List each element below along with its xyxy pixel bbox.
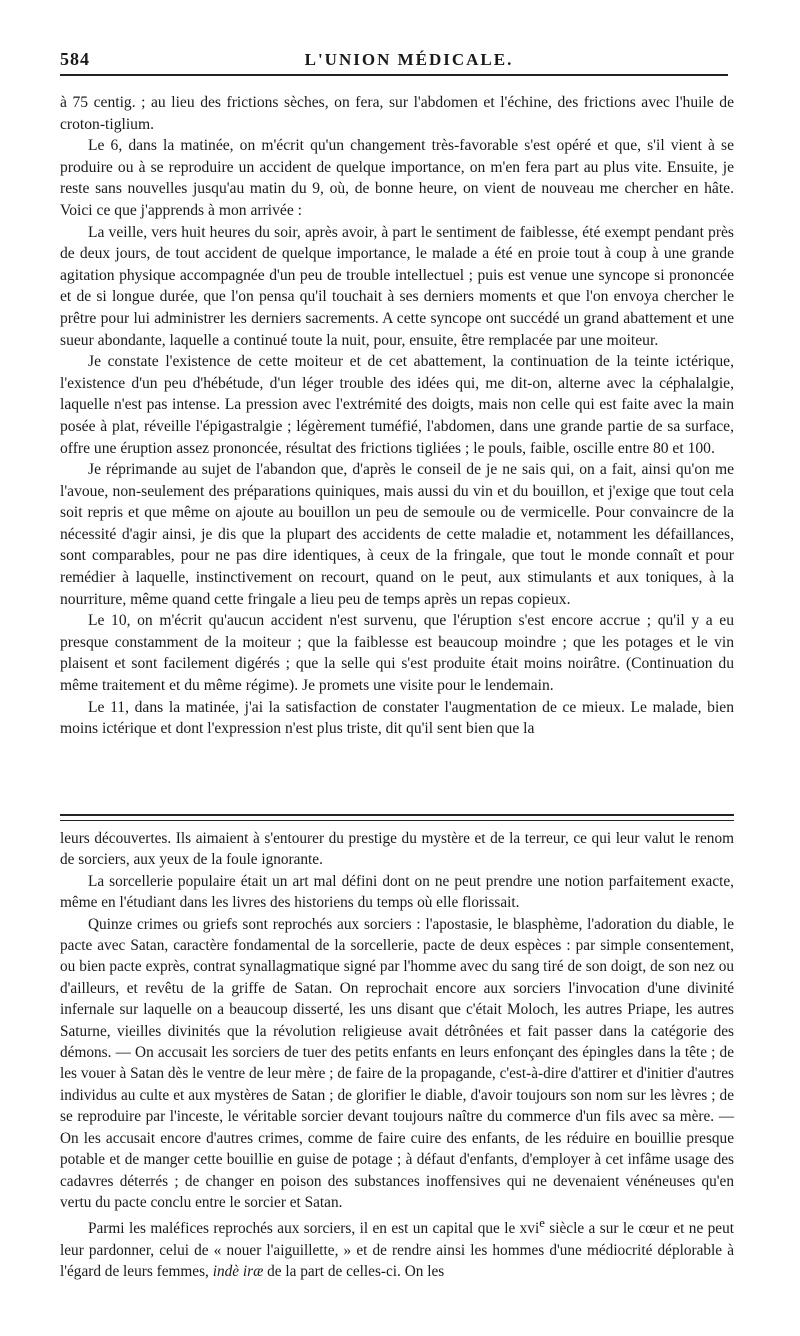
paragraph: Le 6, dans la matinée, on m'écrit qu'un changement très-favorable s'est opéré et que, s'il vient à se produire ou à se reproduire un accident de quelque importance, on m'en fera part au plus vite. Ensuite, je reste sans nouvelles jusqu'au matin du 9, où, de bonne heure, on vient de nouveau me chercher en hâte. Voici ce que j'apprends à mon arrivée : bbox=[60, 137, 734, 219]
paragraph: Le 11, dans la matinée, j'ai la satisfaction de constater l'augmentation de ce mieux. Le malade, bien moins ictérique et dont l'expression n'est plus triste, dit qu'il sent bien que la bbox=[60, 698, 734, 738]
paragraph: Le 10, on m'écrit qu'aucun accident n'est survenu, que l'éruption s'est encore accrue ; qu'il y a eu presque constamment de la moiteur ; que la faiblesse est beaucoup moindre ; que les potages et le vin plaisent et sont facilement digérés ; que la selle qui s'est produite était moins noirâtre. (Continuation du même traitement et du même régime). Je promets une visite pour le lendemain. bbox=[60, 612, 734, 695]
paragraph bbox=[60, 1213, 734, 1282]
running-title: L'UNION MÉDICALE. bbox=[304, 50, 514, 69]
feuilleton-divider bbox=[60, 814, 734, 821]
latin-phrase: indè iræ bbox=[212, 1263, 264, 1281]
paragraph: à 75 centig. ; au lieu des frictions sèches, on fera, sur l'abdomen et l'échine, des frictions avec l'huile de croton-tiglium. bbox=[60, 94, 734, 133]
text-run: siècle a sur le cœur et ne peut leur pardonner, celui de « nouer l'aiguillette, » et de rendre ainsi les hommes d'une médiocrité déplorable à l'égard de leurs femmes, bbox=[60, 1220, 734, 1281]
paragraph: La veille, vers huit heures du soir, après avoir, à part le sentiment de faiblesse, été exempt pendant près de deux jours, de tout accident de quelque importance, le malade a été en proie tout à coup à une grande agitation physique accompagnée d'un peu de trouble intellectuel ; puis est venue une syncope si prononcée et de si longue durée, que l'on pensa qu'il touchait à ses derniers moments et que l'on envoya chercher le prêtre pour lui administrer les derniers sacrements. A cette syncope ont succédé un grand abattement et une sueur abondante, laquelle a continué toute la nuit, pour, ensuite, être remplacée par une moiteur. bbox=[60, 223, 734, 349]
paragraph: leurs découvertes. Ils aimaient à s'entourer du prestige du mystère et de la terreur, ce qui leur valut le renom de sorciers, aux yeux de la foule ignorante. bbox=[60, 830, 734, 869]
paragraph: Je réprimande au sujet de l'abandon que, d'après le conseil de je ne sais qui, on a fait, ainsi qu'on me l'avoue, non-seulement des préparations quiniques, mais aussi du vin et du bouillon, et j'exige que tout cela soit repris et que même on ajoute au bouillon un peu de semoule ou de vermicelle. Pour convaincre de la nécessité d'agir ainsi, je dis que la plupart des accidents de cette maladie et, notamment les défaillances, sont comparables, pour ne pas dire identiques, à ceux de la fringale, que tout le monde connaît et pour remédier à laquelle, instinctivement on recourt, quand on le peut, aux stimulants et aux toniques, à la nourriture, même quand cette fringale a lieu peu de temps après un repas copieux. bbox=[60, 461, 734, 608]
paragraph: La sorcellerie populaire était un art mal défini dont on ne peut prendre une notion parfaitement exacte, même en l'étudiant dans les livres des historiens du temps où elle florissait. bbox=[60, 872, 734, 912]
page-header bbox=[60, 40, 728, 76]
main-article bbox=[60, 92, 734, 740]
page-number: 584 bbox=[60, 49, 90, 69]
superscript: e bbox=[539, 1216, 545, 1231]
feuilleton bbox=[60, 828, 734, 1283]
text-run: Parmi les maléfices reprochés aux sorciers, il en est un capital que le xvi bbox=[88, 1220, 540, 1238]
paragraph: Je constate l'existence de cette moiteur et de cet abattement, la continuation de la teinte ictérique, l'existence d'un peu d'hébétude, d'un léger trouble des idées qui, me dit-on, alterne avec la céphalalgie, laquelle n'est pas intense. La pression avec l'extrémité des doigts, mais non celle qui est faite avec la main posée à plat, réveille l'épigastralgie ; légèrement tuméfié, l'abdomen, dans une grande partie de sa surface, offre une éruption assez prononcée, résultat des frictions tigliées ; le pouls, faible, oscille entre 80 et 100. bbox=[60, 353, 734, 457]
text-run: de la part de celles-ci. On les bbox=[263, 1263, 445, 1281]
paragraph: Quinze crimes ou griefs sont reprochés aux sorciers : l'apostasie, le blasphème, l'adoration du diable, le pacte avec Satan, caractère fondamental de la sorcellerie, pacte de deux espèces : par simple consentement, ou bien pacte exprès, contrat synallagmatique signé par l'homme avec du sang tiré de son doigt, de son nez ou d'ailleurs, et revêtu de la griffe de Satan. On reprochait encore aux sorciers l'invocation d'une divinité infernale sur laquelle on a beaucoup disserté, les uns disant que c'était Moloch, les autres Priape, les autres Saturne, vieilles divinités que la révolution religieuse avait détrônées et fait passer dans la catégorie des démons. — On accusait les sorciers de tuer des petits enfants en leurs enfonçant des épingles dans la tête ; de les vouer à Satan dès le ventre de leur mère ; de faire de la propagande, c'est-à-dire d'attirer et d'initier d'autres individus au culte et aux mystères de Satan ; de glorifier le diable, d'avoir toujours son nom sur les lèvres ; de se reproduire par l'inceste, le véritable sorcier devant toujours naître du commerce d'un fils avec sa mère. — On les accusait encore d'autres crimes, comme de faire cuire des enfants, de les réduire en bouillie presque potable et de manger cette bouillie en guise de potage ; à défaut d'enfants, d'employer à cet infâme usage des cadavres déterrés ; de changer en poison des substances inoffensives qui ne devenaient vénéneuses qu'en vertu du pacte conclu entre le sorcier et Satan. bbox=[60, 915, 735, 1211]
